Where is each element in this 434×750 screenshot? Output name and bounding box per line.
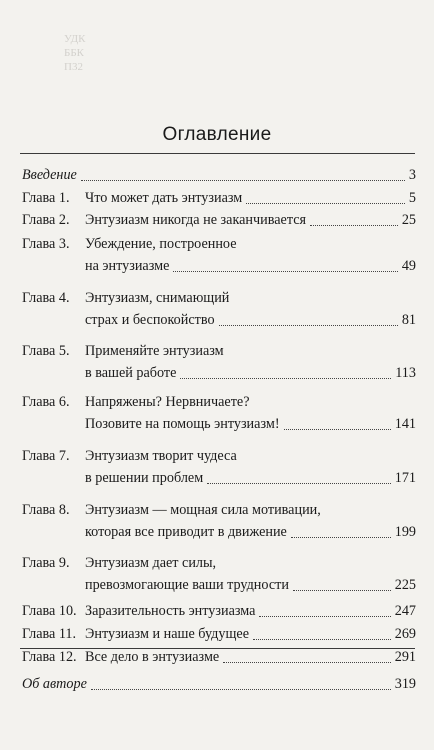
toc-entry-title-line: Энтузиазм творит чудеса (85, 448, 237, 464)
toc-entry-title (85, 554, 289, 598)
toc-entry-title-line: Напряжены? Нервничаете? (85, 394, 250, 410)
toc-leader-dots (284, 429, 391, 430)
toc-entry-page-number: 171 (394, 470, 416, 486)
toc-entry[interactable] (20, 289, 418, 333)
toc-entry-label: Глава 2. (22, 212, 70, 228)
toc-entry[interactable] (20, 501, 418, 545)
toc-entry-page-number: 49 (401, 258, 416, 274)
toc-leader-dots (173, 271, 397, 272)
toc-entry[interactable] (20, 211, 418, 233)
toc-entry-title-line: Что может дать энтузиазм (85, 190, 243, 206)
bleed-line: ББК (64, 47, 84, 59)
toc-entry-page-number: 5 (408, 190, 416, 206)
toc-entry-title (85, 393, 280, 437)
toc-entry-title-line: Энтузиазм, снимающий (85, 290, 230, 306)
toc-entry-label: Глава 8. (22, 502, 70, 518)
toc-entry-page-number: 113 (395, 365, 416, 381)
toc-entry-page-number: 25 (401, 212, 416, 228)
toc-entry[interactable] (20, 554, 418, 598)
toc-entry-title-line: Заразительность энтузиазма (85, 603, 256, 619)
toc-leader-dots (91, 689, 391, 690)
toc-entry-page-number: 141 (394, 416, 416, 432)
toc-entry-label: Глава 3. (22, 236, 70, 252)
toc-entry-label: Глава 11. (22, 626, 77, 642)
bleed-through-text (64, 32, 86, 74)
toc-entry-title (85, 189, 242, 211)
toc-entry-title (85, 602, 255, 624)
toc-entry-title-line: Энтузиазм и наше будущее (85, 626, 249, 642)
toc-entry-title-line: на энтузиазме (85, 258, 170, 274)
toc-leader-dots (293, 590, 391, 591)
toc-entry-title (85, 211, 306, 233)
toc-entry[interactable] (20, 648, 418, 670)
bleed-line: П32 (64, 61, 83, 73)
toc-entry-page-number: 319 (394, 676, 416, 692)
toc-entry-title-line: Энтузиазм — мощная сила мотивации, (85, 502, 321, 518)
toc-entry[interactable] (20, 235, 418, 279)
toc-entry-title-line: страх и беспокойство (85, 312, 215, 328)
toc-entry-page-number: 225 (394, 577, 416, 593)
toc-leader-dots (253, 639, 391, 640)
toc-entry-label: Глава 9. (22, 555, 70, 571)
toc-entry-title (85, 235, 237, 279)
toc-title: Оглавление (162, 124, 272, 145)
toc-leader-dots (223, 662, 390, 663)
toc-entry-title-line: Позовите на помощь энтузиазм! (85, 416, 280, 432)
toc-leader-dots (219, 325, 398, 326)
bleed-line: УДК (64, 33, 86, 45)
toc-entry[interactable] (20, 189, 418, 211)
toc-entry-title-line: Все дело в энтузиазме (85, 649, 220, 665)
toc-entry-title-line: Убеждение, построенное (85, 236, 237, 252)
toc-entry-label: Глава 1. (22, 190, 70, 206)
toc-entry[interactable] (20, 166, 418, 188)
toc-entry-label: Об авторе (22, 676, 87, 692)
toc-entry-label: Глава 12. (22, 649, 77, 665)
toc-entry[interactable] (20, 675, 418, 697)
toc-leader-dots (259, 616, 390, 617)
toc-entry-label: Введение (22, 167, 77, 183)
toc-entry-title (85, 501, 321, 545)
toc-entry[interactable] (20, 447, 418, 491)
toc-entry-title-line: превозмогающие ваши трудности (85, 577, 289, 593)
toc-entry-title-line: Применяйте энтузиазм (85, 343, 224, 359)
toc-entry-page-number: 199 (394, 524, 416, 540)
toc-entry-page-number: 3 (408, 167, 416, 183)
toc-entry-page-number: 291 (394, 649, 416, 665)
toc-entry-title-line: в решении проблем (85, 470, 204, 486)
toc-entry-title-line: Энтузиазм никогда не заканчивается (85, 212, 307, 228)
toc-entry-title (85, 447, 237, 491)
toc-entry-label: Глава 4. (22, 290, 70, 306)
toc-entry-label: Глава 7. (22, 448, 70, 464)
toc-entry-title-line: Энтузиазм дает силы, (85, 555, 217, 571)
toc-entry-page-number: 247 (394, 603, 416, 619)
toc-entry[interactable] (20, 602, 418, 624)
toc-entry[interactable] (20, 342, 418, 386)
toc-entry-label: Глава 6. (22, 394, 70, 410)
toc-leader-dots (291, 537, 391, 538)
toc-entry-page-number: 81 (401, 312, 416, 328)
toc-entry-title (85, 342, 224, 386)
toc-leader-dots (81, 180, 405, 181)
toc-entry-label: Глава 10. (22, 603, 77, 619)
toc-leader-dots (207, 483, 391, 484)
toc-leader-dots (180, 378, 391, 379)
toc-entry[interactable] (20, 393, 418, 437)
toc-leader-dots (246, 203, 405, 204)
toc-entry[interactable] (20, 625, 418, 647)
toc-entry-title-line: которая все приводит в движение (85, 524, 287, 540)
toc-entry-page-number: 269 (394, 626, 416, 642)
toc-entry-label: Глава 5. (22, 343, 70, 359)
toc-entry-title-line: в вашей работе (85, 365, 177, 381)
toc-entry-title (85, 648, 219, 670)
top-rule (20, 153, 415, 154)
toc-leader-dots (310, 225, 398, 226)
toc-entry-title (85, 625, 249, 647)
toc-entry-title (85, 289, 229, 333)
